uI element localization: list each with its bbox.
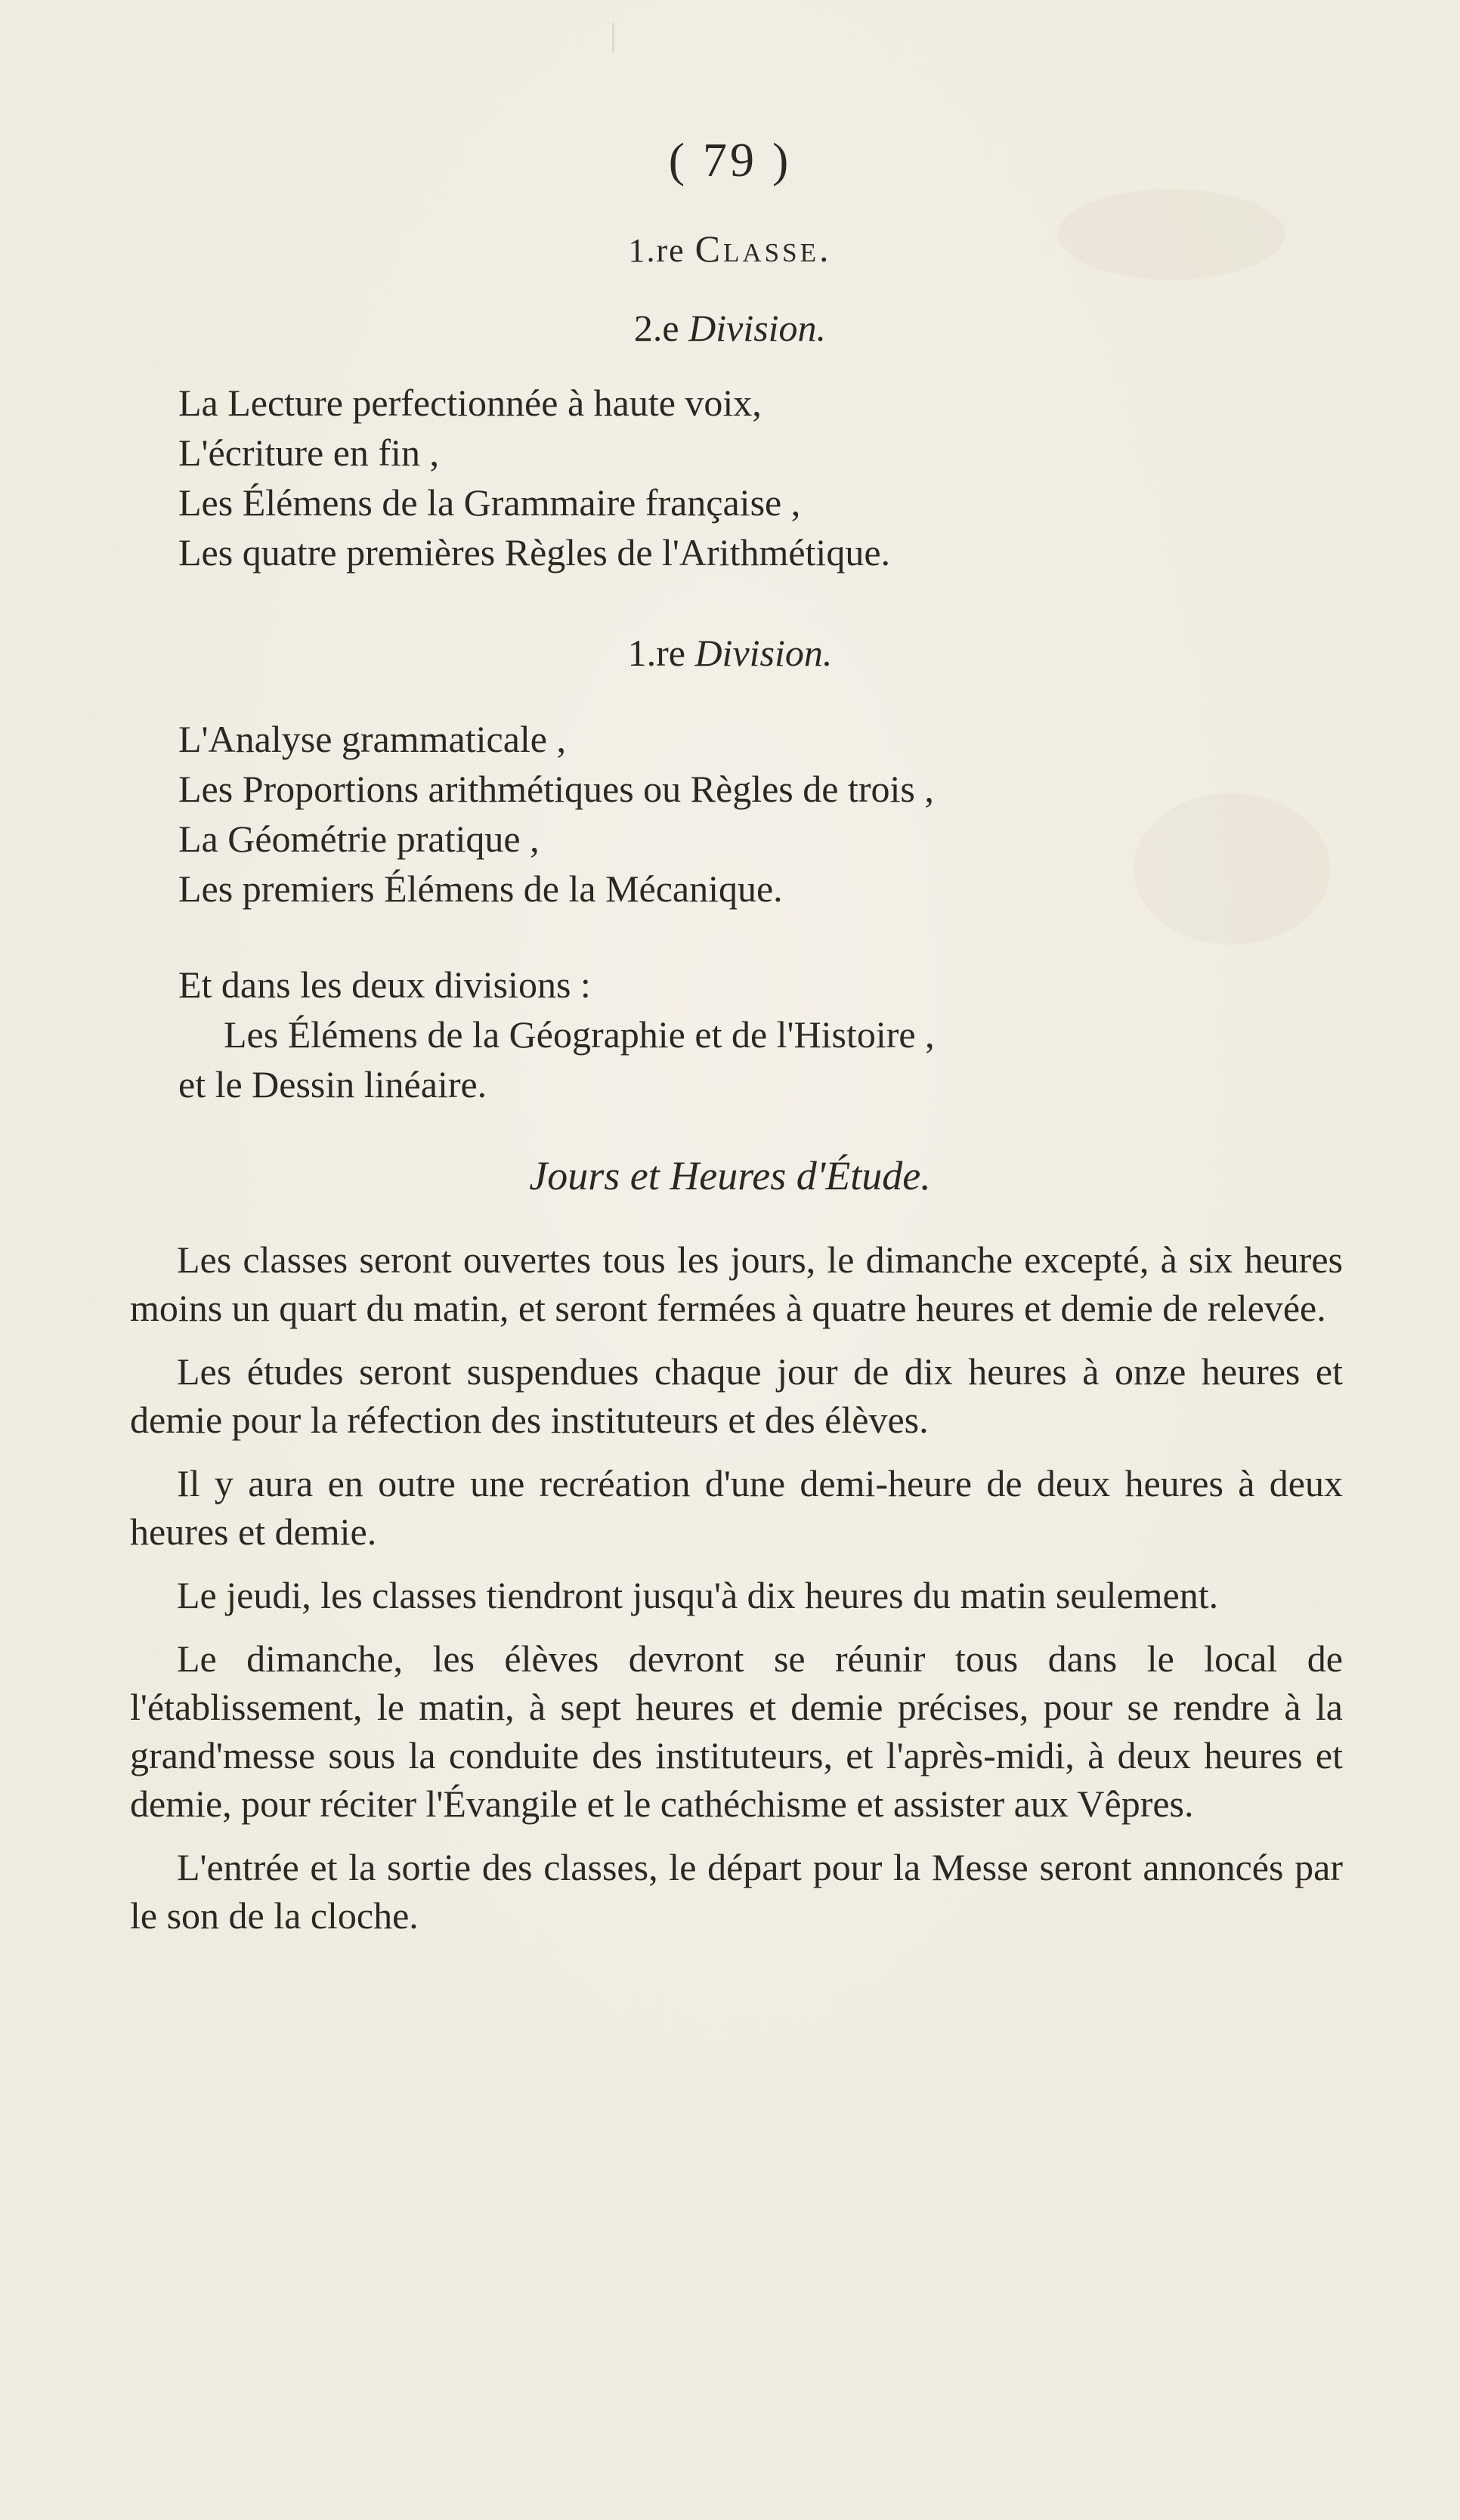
list-item: La Lecture perfectionnée à haute voix, <box>178 382 762 424</box>
paragraph: Les études seront suspendues chaque jour de dix heures à onze heures et demie pour la réfection des instituteurs et des élèves. <box>130 1350 1343 1441</box>
division-1-number: 1.re <box>627 632 685 674</box>
division-1-label: Division. <box>694 632 833 674</box>
paragraph: Les classes seront ouvertes tous les jours, le dimanche excepté, à six heures moins un quart du matin, et seront fermées à quatre heures et demie de relevée. <box>130 1238 1343 1329</box>
paragraph: L'entrée et la sortie des classes, le départ pour la Messe seront annoncés par le son de la cloche. <box>130 1846 1343 1937</box>
division-1-heading <box>0 631 1460 675</box>
both-divisions-list <box>178 960 935 1109</box>
paragraph: Il y aura en outre une recréation d'une demi-heure de deux heures à deux heures et demie. <box>130 1462 1343 1553</box>
list-item: L'Analyse grammaticale , <box>178 718 566 760</box>
list-item: L'écriture en fin , <box>178 431 439 474</box>
list-item: Les premiers Élémens de la Mécanique. <box>178 867 783 910</box>
both-divisions-intro: Et dans les deux divisions : <box>178 963 591 1006</box>
list-item: Les Élémens de la Géographie et de l'Histoire , <box>224 1013 935 1056</box>
division-2-label: Division. <box>688 307 827 349</box>
classe-number: 1.re <box>628 232 685 269</box>
section-title: Jours et Heures d'Étude. <box>529 1153 931 1198</box>
paragraph: Le jeudi, les classes tiendront jusqu'à dix heures du matin seulement. <box>177 1574 1219 1616</box>
paragraph: Le dimanche, les élèves devront se réunir tous dans le local de l'établissement, le matin, à sept heures et demie précises, pour se rendre à la grand'messe sous la conduite des instituteurs, et l'après-midi, à deux heures et demie, pour réciter l'Évangile et le cathéchisme et assister aux Vêpres. <box>130 1637 1343 1825</box>
division-2-heading <box>0 306 1460 350</box>
classe-heading <box>0 227 1460 271</box>
division-2-list <box>178 378 890 577</box>
division-2-number: 2.e <box>633 307 679 349</box>
classe-label: Classe. <box>694 227 832 270</box>
page-number: ( 79 ) <box>668 133 792 187</box>
list-item: Les Proportions arithmétiques ou Règles de trois , <box>178 768 934 810</box>
list-item: La Géométrie pratique , <box>178 818 540 860</box>
list-item: Les quatre premières Règles de l'Arithmétique. <box>178 531 891 574</box>
list-item: Les Élémens de la Grammaire française , <box>178 481 801 524</box>
body-text <box>130 1235 1343 1955</box>
division-1-list <box>178 714 934 914</box>
paper-stain <box>1134 793 1330 945</box>
paper-mark <box>612 23 614 53</box>
list-item: et le Dessin linéaire. <box>178 1063 487 1105</box>
